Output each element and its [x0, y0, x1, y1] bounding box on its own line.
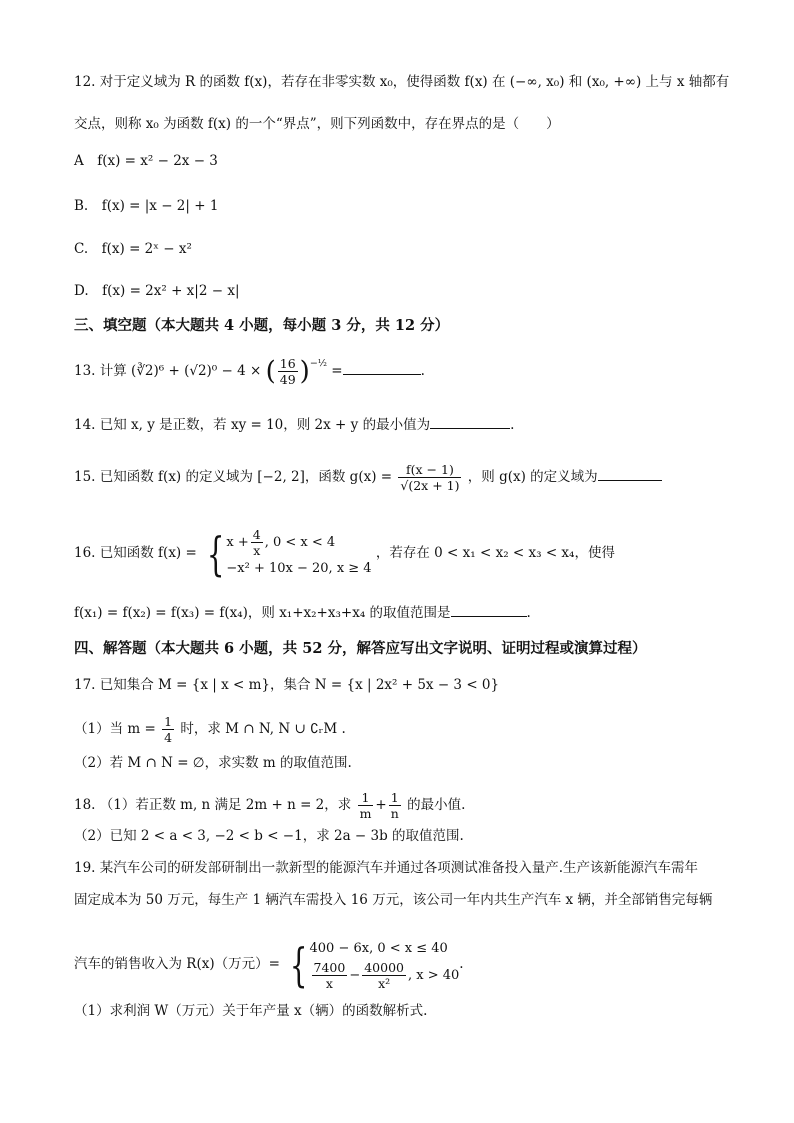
- q17-part1: （1）当 m = $\frac{1}{4}$ 时，求 M ∩ N, N ∪ ∁ᵣM .: [74, 714, 346, 745]
- q16-suffix: ，若存在 0 < x₁ < x₂ < x₃ < x₄，使得: [375, 545, 615, 561]
- q14: 14. 已知 x, y 是正数，若 xy = 10，则 2x + y 的最小值为 .: [74, 417, 515, 433]
- q16: [74, 527, 734, 580]
- q19-line2: 固定成本为 50 万元，每生产 1 辆汽车需投入 16 万元，该公司一年内共生产汽车 x 辆，并全部销售完每辆: [74, 892, 713, 908]
- section3-heading: 三、填空题（本大题共 4 小题，每小题 3 分，共 12 分）: [74, 317, 450, 334]
- q19-line3: 汽车的销售收入为 R(x)（万元）= { 400 − 6x, 0 < x ≤ 40 $\frac{7400}{x}$ − $\frac{40000}{\text{x²}}$ , x > 40 .: [74, 937, 464, 992]
- q18-part2: （2）已知 2 < a < 3, −2 < b < −1，求 2a − 3b 的取值范围.: [74, 828, 464, 844]
- q16-answer-blank[interactable]: [451, 616, 527, 617]
- q15-fraction: $\frac{f(x - 1)}{√(2x + 1)}$: [400, 462, 460, 493]
- q15-answer-blank[interactable]: [598, 480, 662, 481]
- q17-line1: 17. 已知集合 M = {x | x < m}，集合 N = {x | 2x² + 5x − 3 < 0}: [74, 677, 500, 693]
- q12-line2: 交点，则称 x₀ 为函数 f(x) 的一个“界点”，则下列函数中，存在界点的是（ ）: [74, 116, 560, 132]
- q14-answer-blank[interactable]: [430, 428, 510, 429]
- q19-piecewise: { 400 − 6x, 0 < x ≤ 40 $\frac{7400}{x}$ − $\frac{40000}{\text{x²}}$ , x > 40: [290, 937, 460, 992]
- q13-prefix: 13. 计算 (∛2)⁶ + (√2)⁰ − 4 ×: [74, 363, 262, 379]
- q12-option-a: A f(x) = x² − 2x − 3: [74, 153, 218, 169]
- q13: 13. 计算 (∛2)⁶ + (√2)⁰ − 4 × ( $\frac{16}{49}$ )$^{-\frac{1}{2}}$ = .: [74, 356, 425, 387]
- q13-answer-blank[interactable]: [343, 374, 421, 375]
- q18-part1: 18. （1）若正数 m, n 满足 2m + n = 2，求 $\frac{1}{m}$ + $\frac{1}{n}$ 的最小值.: [74, 790, 466, 821]
- q12-line1: 12. 对于定义域为 R 的函数 f(x)，若存在非零实数 x₀，使得函数 f(x) 在 (−∞, x₀) 和 (x₀, +∞) 上与 x 轴都有: [74, 74, 730, 90]
- q15-suffix: ，则 g(x) 的定义域为: [467, 469, 598, 485]
- section4-heading: 四、解答题（本大题共 6 小题，共 52 分，解答应写出文字说明、证明过程或演算过程）: [74, 640, 647, 657]
- q13-exponent: −½: [309, 358, 327, 369]
- q12-option-d: D. f(x) = 2x² + x|2 − x|: [74, 283, 240, 299]
- q17-part2: （2）若 M ∩ N = ∅，求实数 m 的取值范围.: [74, 755, 352, 771]
- q19-line1: 19. 某汽车公司的研发部研制出一款新型的能源汽车并通过各项测试准备投入量产.生产该新能源汽车需年: [74, 860, 699, 876]
- q16-line2: f(x₁) = f(x₂) = f(x₃) = f(x₄)，则 x₁+x₂+x₃+x₄ 的取值范围是 .: [74, 605, 531, 621]
- q16-prefix: 16. 已知函数 f(x) =: [74, 545, 197, 561]
- q12-option-b: B. f(x) = |x − 2| + 1: [74, 198, 219, 214]
- q16-piecewise: { x + $\frac{4}{x}$ , 0 < x < 4 −x² + 10x − 20, x ≥ 4: [206, 526, 372, 581]
- q14-text: 14. 已知 x, y 是正数，若 xy = 10，则 2x + y 的最小值为: [74, 417, 431, 433]
- q13-fraction: $\frac{16}{49}$: [279, 356, 296, 387]
- q15: [74, 462, 734, 493]
- q12-option-c: C. f(x) = 2ˣ − x²: [74, 241, 192, 257]
- q19-part1: （1）求利润 W（万元）关于年产量 x（辆）的函数解析式.: [74, 1003, 428, 1019]
- q15-prefix: 15. 已知函数 f(x) 的定义域为 [−2, 2]，函数 g(x) =: [74, 469, 393, 485]
